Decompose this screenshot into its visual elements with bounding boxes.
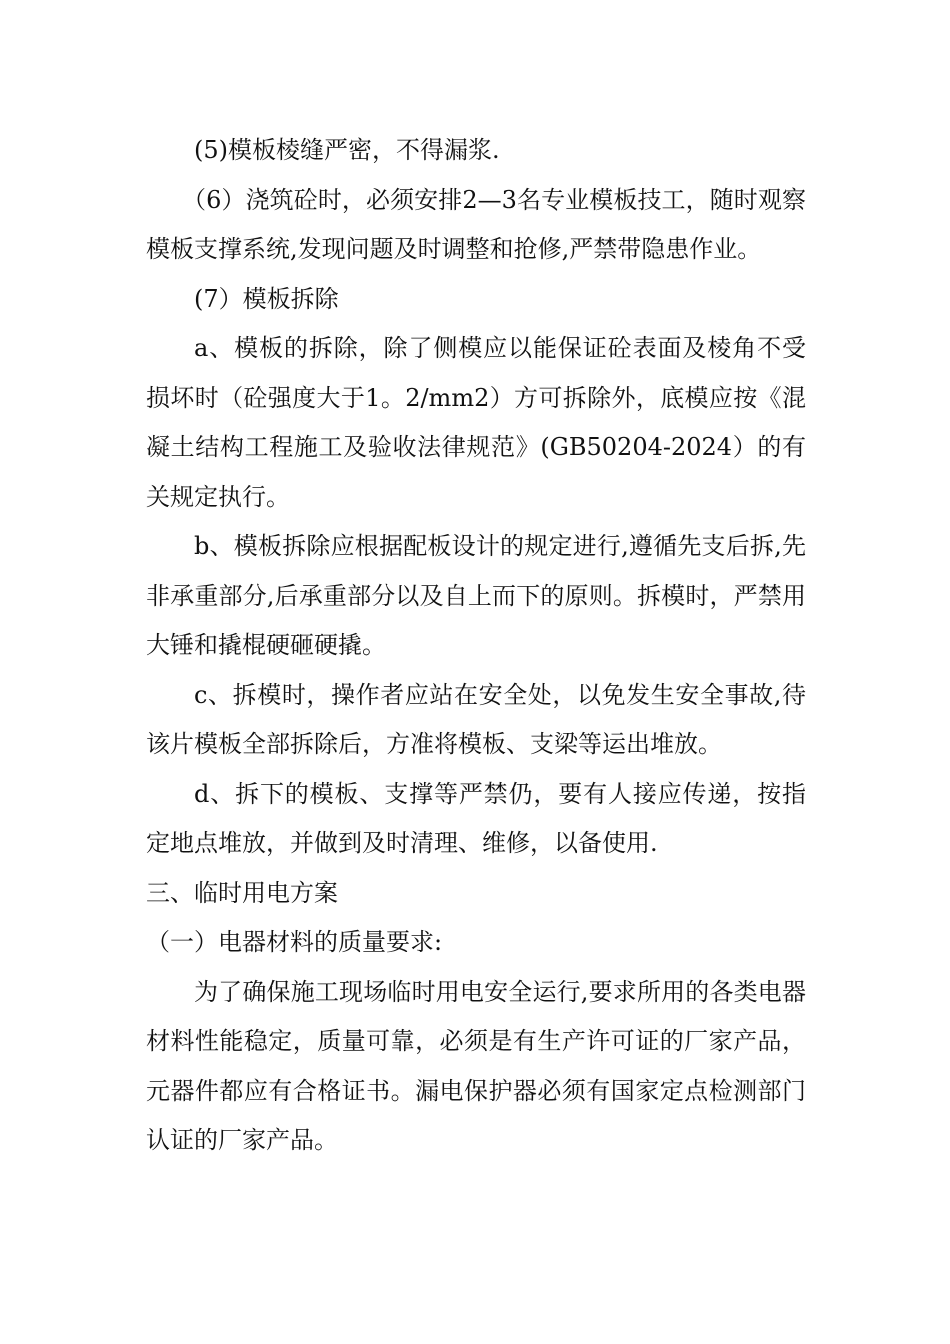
paragraph-item-5: (5)模板棱缝严密，不得漏浆. xyxy=(194,136,500,164)
subsection-heading-3-1: （一）电器材料的质量要求: xyxy=(146,928,443,956)
paragraph-item-d: d、拆下的模板、支撑等严禁仍，要有人接应传递，按指定地点堆放，并做到及时清理、维修，以备使用. xyxy=(146,779,806,857)
paragraph-item-a: a、模板的拆除，除了侧模应以能保证砼表面及棱角不受损坏时（砼强度大于1。2/mm2）方可拆除外，底模应按《混凝土结构工程施工及验收法律规范》(GB50204-2024）的有关规定执行。 xyxy=(146,334,806,511)
paragraph-item-6: （6）浇筑砼时，必须安排2—3名专业模板技工，随时观察模板支撑系统,发现问题及时调整和抢修,严禁带隐患作业。 xyxy=(146,185,806,263)
paragraph-item-b: b、模板拆除应根据配板设计的规定进行,遵循先支后拆,先非承重部分,后承重部分以及自上而下的原则。拆模时，严禁用大锤和撬棍硬砸硬撬。 xyxy=(146,532,806,659)
document-body xyxy=(146,126,806,1166)
paragraph-electrical-materials: 为了确保施工现场临时用电安全运行,要求所用的各类电器材料性能稳定，质量可靠，必须是有生产许可证的厂家产品，元器件都应有合格证书。漏电保护器必须有国家定点检测部门认证的厂家产品。 xyxy=(146,977,806,1154)
section-heading-3: 三、临时用电方案 xyxy=(146,878,338,907)
paragraph-item-c: c、拆模时，操作者应站在安全处，以免发生安全事故,待该片模板全部拆除后，方准将模板、支梁等运出堆放。 xyxy=(146,680,806,758)
paragraph-item-7-heading: (7）模板拆除 xyxy=(194,284,339,313)
